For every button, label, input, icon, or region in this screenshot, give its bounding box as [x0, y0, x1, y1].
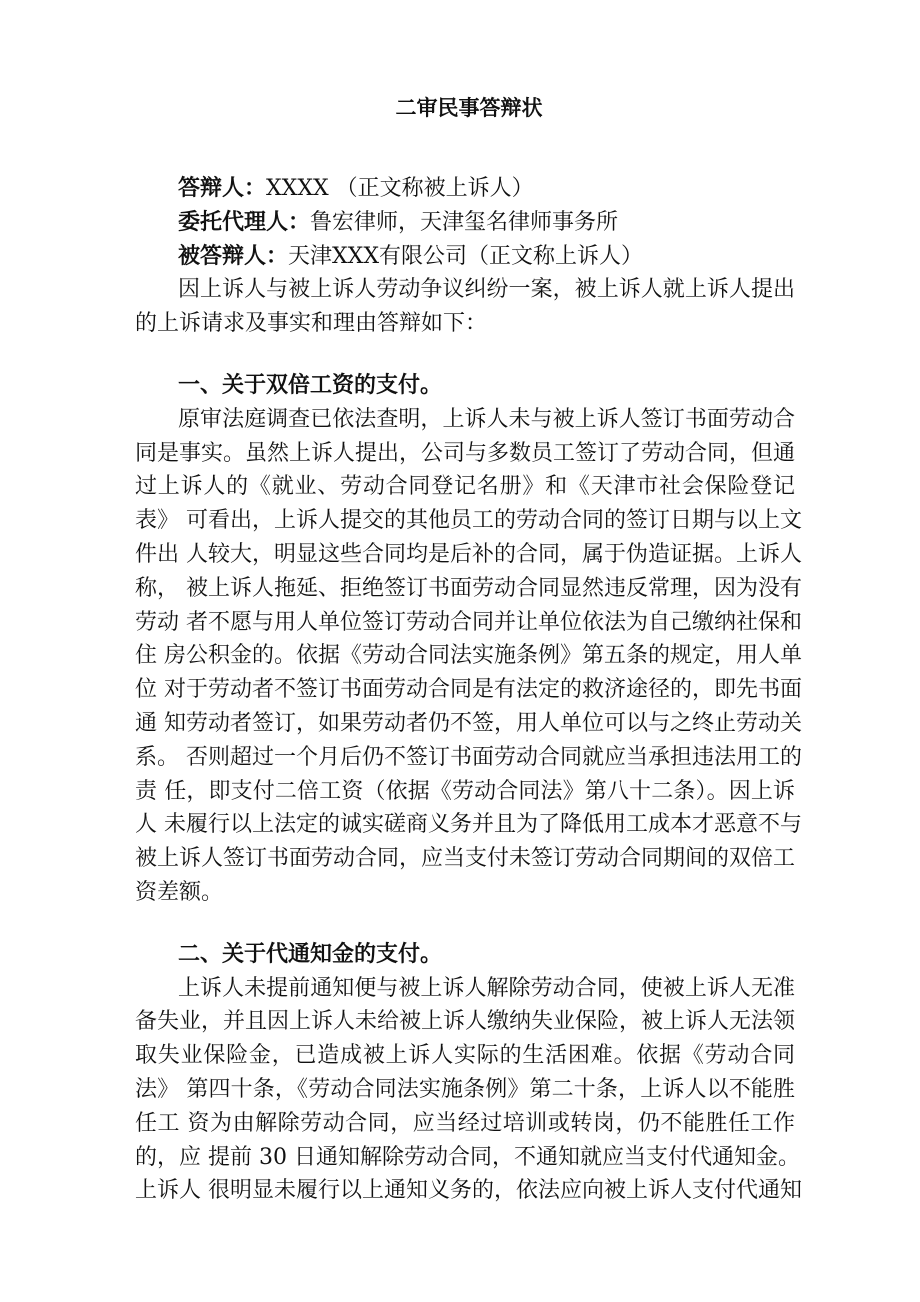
paragraph-line: 人 未履行以上法定的诚实磋商义务并且为了降低用工成本才恶意不与 — [135, 812, 802, 838]
paragraph-line: 通 知劳动者签订，如果劳动者仍不签，用人单位可以与之终止劳动关 — [135, 710, 802, 736]
paragraph-line: 称， 被上诉人拖延、拒绝签订书面劳动合同显然违反常理，因为没有 — [135, 575, 802, 601]
paragraph-line: 位 对于劳动者不签订书面劳动合同是有法定的救济途径的，即先书面 — [135, 677, 802, 703]
paragraph-line: 上诉人 很明显未履行以上通知义务的，依法应向被上诉人支付代通知 — [135, 1178, 802, 1204]
intro-line: 的上诉请求及事实和理由答辩如下： — [135, 311, 488, 337]
paragraph-line: 资差额。 — [135, 879, 224, 905]
document-page — [135, 90, 802, 1208]
party-label: 委托代理人： — [178, 208, 311, 235]
paragraph-line: 取失业保险金，已造成被上诉人实际的生活困难。依据《劳动合同 — [135, 1043, 795, 1069]
party-value: XXXX （正文称被上诉人） — [266, 176, 534, 201]
party-value: 天津XXX有限公司（正文称上诉人） — [288, 243, 644, 269]
party-agent — [135, 206, 795, 240]
paragraph-line: 被上诉人签订书面劳动合同，应当支付未签订劳动合同期间的双倍工 — [135, 846, 796, 872]
party-label: 被答辩人： — [178, 242, 289, 269]
document-title: 二审民事答辩状 — [395, 95, 543, 120]
spacer — [135, 341, 795, 369]
paragraph-line: 法》 第四十条，《劳动合同法实施条例》第二十条，上诉人以不能胜 — [135, 1076, 795, 1102]
party-respondent — [135, 172, 795, 206]
party-label: 答辩人： — [178, 175, 267, 201]
paragraph-line: 任工 资为由解除劳动合同，应当经过培训或转岗，仍不能胜任工作 — [135, 1110, 795, 1136]
paragraph-line: 住 房公积金的。依据《劳动合同法实施条例》第五条的规定，用人单 — [135, 643, 802, 669]
paragraph-line: 原审法庭调查已依法查明，上诉人未与被上诉人签订书面劳动合 — [178, 406, 795, 432]
section-heading: 一、关于双倍工资的支付。 — [178, 371, 443, 398]
party-value: 鲁宏律师，天津玺名律师事务所 — [310, 209, 619, 235]
paragraph-line: 备失业，并且因上诉人未给被上诉人缴纳失业保险，被上诉人无法领 — [135, 1009, 796, 1035]
spacer — [135, 910, 795, 938]
intro-line: 因上诉人与被上诉人劳动争议纠纷一案，被上诉人就上诉人提出 — [178, 277, 795, 303]
paragraph-line: 过上诉人的《就业、劳动合同登记名册》和《天津市社会保险登记 — [135, 474, 795, 500]
paragraph-line: 责 任，即支付二倍工资（依据《劳动合同法》第八十二条）。因上诉 — [135, 778, 795, 804]
paragraph-line: 劳动 者不愿与用人单位签订劳动合同并让单位依法为自己缴纳社保和 — [135, 609, 802, 635]
paragraph-line: 的，应 提前 30 日通知解除劳动合同，不通知就应当支付代通知金。 — [135, 1144, 800, 1170]
paragraph-line: 同是事实。虽然上诉人提出，公司与多数员工签订了劳动合同，但通 — [135, 440, 796, 466]
paragraph-line: 表》 可看出，上诉人提交的其他员工的劳动合同的签订日期与以上文 — [135, 508, 802, 534]
paragraph-line: 件出 人较大，明显这些合同均是后补的合同，属于伪造证据。上诉人 — [135, 541, 802, 567]
paragraph-line: 系。 否则超过一个月后仍不签订书面劳动合同就应当承担违法用工的 — [135, 744, 802, 770]
paragraph-line: 上诉人未提前通知便与被上诉人解除劳动合同，使被上诉人无准 — [178, 975, 795, 1001]
section-heading: 二、关于代通知金的支付。 — [178, 940, 443, 967]
spacer — [135, 126, 795, 172]
party-appellant — [135, 240, 795, 274]
